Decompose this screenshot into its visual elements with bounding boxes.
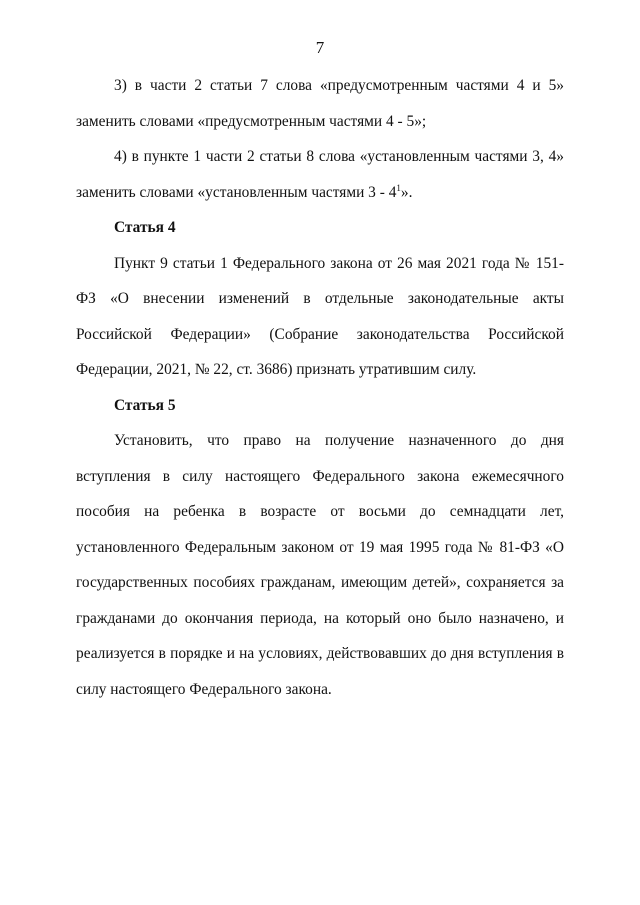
item-4-tail: ». [400,183,413,201]
item-4-superscript: 1 [396,182,401,193]
document-body [76,68,564,707]
item-4-paragraph [76,139,564,210]
article-5-paragraph: Установить, что право на получение назначенного до дня вступления в силу настоящего Федерального закона ежемесячного пособия на ребенка в возрасте от восьми до семнадцати лет, установленного Федеральным законом от 19 мая 1995 года № 81-ФЗ «О государственных пособиях гражданам, имеющим детей», сохраняется за гражданами до окончания периода, на который оно было назначено, и реализуется в порядке и на условиях, действовавших до дня вступления в силу настоящего Федерального закона. [76,432,564,698]
article-4-paragraph: Пункт 9 статьи 1 Федерального закона от 26 мая 2021 года № 151-ФЗ «О внесении изменений в отдельные законодательные акты Российской Федерации» (Собрание законодательства Российской Федерации, 2021, № 22, ст. 3686) признать утратившим силу. [76,254,564,378]
article-5-heading: Статья 5 [114,396,176,414]
article-4-heading: Статья 4 [114,219,176,236]
page-number: 7 [315,38,325,57]
item-3-paragraph: 3) в части 2 статьи 7 слова «предусмотренным частями 4 и 5» заменить словами «предусмотренным частями 4 - 5»; [76,77,564,130]
item-4-text: 4) в пункте 1 части 2 статьи 8 слова «установленным частями 3, 4» заменить словами «установленным частями 3 - 4 [76,148,564,201]
